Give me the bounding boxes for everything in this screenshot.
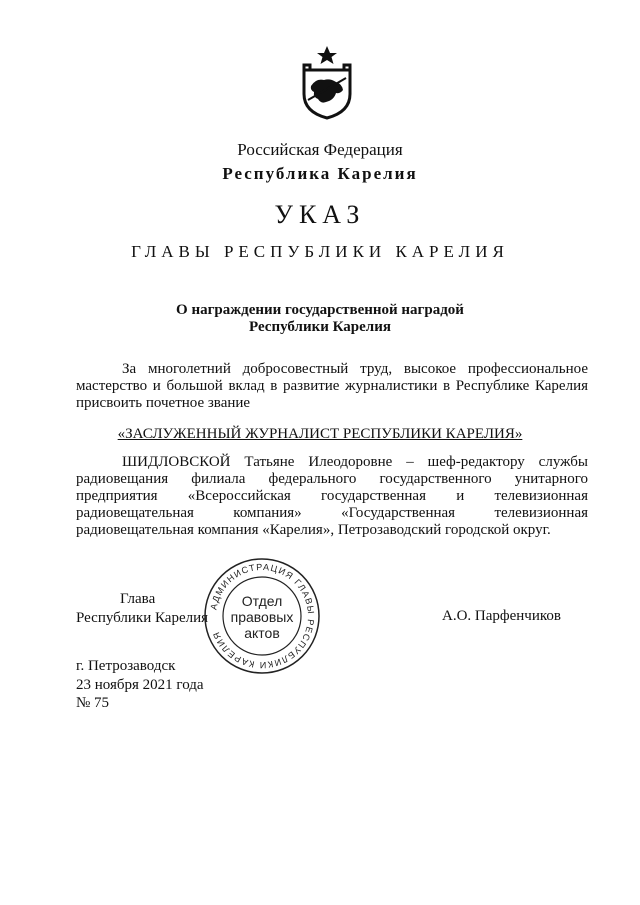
official-stamp [202,556,322,676]
document-number: № 75 [76,695,110,711]
karelia-coat-of-arms-icon [296,44,358,120]
paragraph-award-reason: За многолетний добросовестный труд, высокое профессиональное мастерство и большой вклад в развитие журналистики в Республике Карелия присвоить почетное звание [76,361,588,411]
stamp-center-line-2: правовых [230,609,294,625]
subject-line-2: Республики Карелия [249,319,391,335]
document-type: УКАЗ [274,200,366,229]
signatory-role-line-1: Глава [120,591,156,607]
document-subject [0,302,640,336]
paragraph-recipient: ШИДЛОВСКОЙ Татьяне Илеодоровне – шеф-редактору службы радиовещания филиала федерального государственного унитарного предприятия «Всероссийская государственная и телевизионная радиовещательная компания» «Государственная телевизионная радиовещательная компания «Карелия», Петрозаводский городской округ. [76,454,588,538]
signatory-name: А.О. Парфенчиков [442,608,561,624]
issue-date: 23 ноября 2021 года [76,677,204,693]
stamp-center-line-1: Отдел [241,593,283,609]
issue-place: г. Петрозаводск [76,658,176,674]
stamp-center-line-3: актов [244,625,280,641]
subject-line-1: О награждении государственной наградой [176,302,464,318]
signatory-role-line-2: Республики Карелия [76,610,209,626]
honor-title: «ЗАСЛУЖЕННЫЙ ЖУРНАЛИСТ РЕСПУБЛИКИ КАРЕЛИЯ» [117,426,523,442]
document-title: ГЛАВЫ РЕСПУБЛИКИ КАРЕЛИЯ [131,242,509,261]
republic-name: Республика Карелия [222,164,418,183]
country-name: Российская Федерация [237,140,403,159]
stamp-ring-text: АДМИНИСТРАЦИЯ ГЛАВЫ РЕСПУБЛИКИ КАРЕЛИЯ [208,561,317,671]
